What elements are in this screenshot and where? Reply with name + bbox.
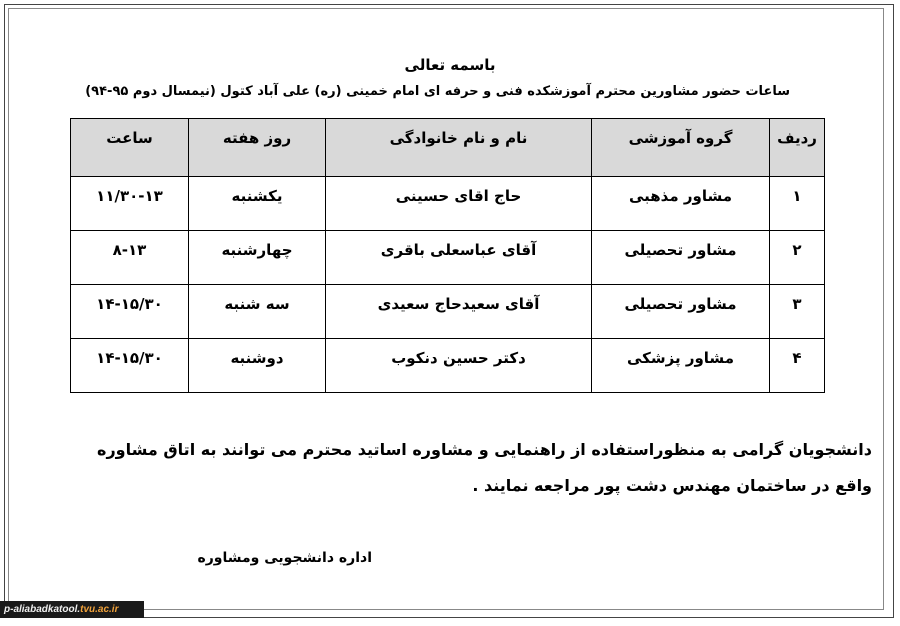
cell-row-number: ۴ [770, 339, 825, 393]
notice-paragraph [40, 432, 872, 504]
table-row [71, 177, 825, 231]
counselor-schedule-table [70, 118, 825, 393]
cell-full-name: آقای عباسعلی باقری [326, 231, 592, 285]
notice-line-2: واقع در ساختمان مهندس دشت پور مراجعه نمایند . [472, 476, 872, 495]
cell-hours: ۱۴-۱۵/۳۰ [71, 339, 189, 393]
cell-department: مشاور تحصیلی [592, 231, 770, 285]
table-header-row [71, 119, 825, 177]
table-row [71, 339, 825, 393]
cell-hours: ۸-۱۳ [71, 231, 189, 285]
watermark-prefix: p-aliabadkatool. [4, 604, 81, 615]
cell-weekday: یکشنبه [189, 177, 326, 231]
cell-weekday: چهارشنبه [189, 231, 326, 285]
header-hours: ساعت [71, 119, 189, 177]
cell-full-name: حاج اقای حسینی [326, 177, 592, 231]
header-row-number: ردیف [770, 119, 825, 177]
document-subtitle: ساعات حضور مشاورین محترم آموزشکده فنی و حرفه ای امام خمینی (ره) علی آباد کتول (نیمسال دوم ۹۵-۹۴) [85, 84, 790, 99]
cell-hours: ۱۱/۳۰-۱۳ [71, 177, 189, 231]
cell-row-number: ۳ [770, 285, 825, 339]
cell-full-name: دکتر حسین دنکوب [326, 339, 592, 393]
header-department: گروه آموزشی [592, 119, 770, 177]
document-title: باسمه تعالی [404, 56, 496, 74]
notice-line-1: دانشجویان گرامی به منظوراستفاده از راهنمایی و مشاوره اساتید محترم می توانند به اتاق مشاوره [97, 440, 872, 459]
table-row [71, 285, 825, 339]
cell-department: مشاور پزشکی [592, 339, 770, 393]
cell-weekday: دوشنبه [189, 339, 326, 393]
cell-row-number: ۲ [770, 231, 825, 285]
cell-full-name: آقای سعیدحاج سعیدی [326, 285, 592, 339]
watermark-suffix: tvu.ac.ir [80, 604, 119, 615]
cell-row-number: ۱ [770, 177, 825, 231]
site-watermark-badge [0, 601, 144, 618]
cell-department: مشاور تحصیلی [592, 285, 770, 339]
header-weekday: روز هفته [189, 119, 326, 177]
header-full-name: نام و نام خانوادگی [326, 119, 592, 177]
office-signature: اداره دانشجویی ومشاوره [197, 550, 372, 566]
cell-department: مشاور مذهبی [592, 177, 770, 231]
table-row [71, 231, 825, 285]
cell-hours: ۱۴-۱۵/۳۰ [71, 285, 189, 339]
cell-weekday: سه شنبه [189, 285, 326, 339]
